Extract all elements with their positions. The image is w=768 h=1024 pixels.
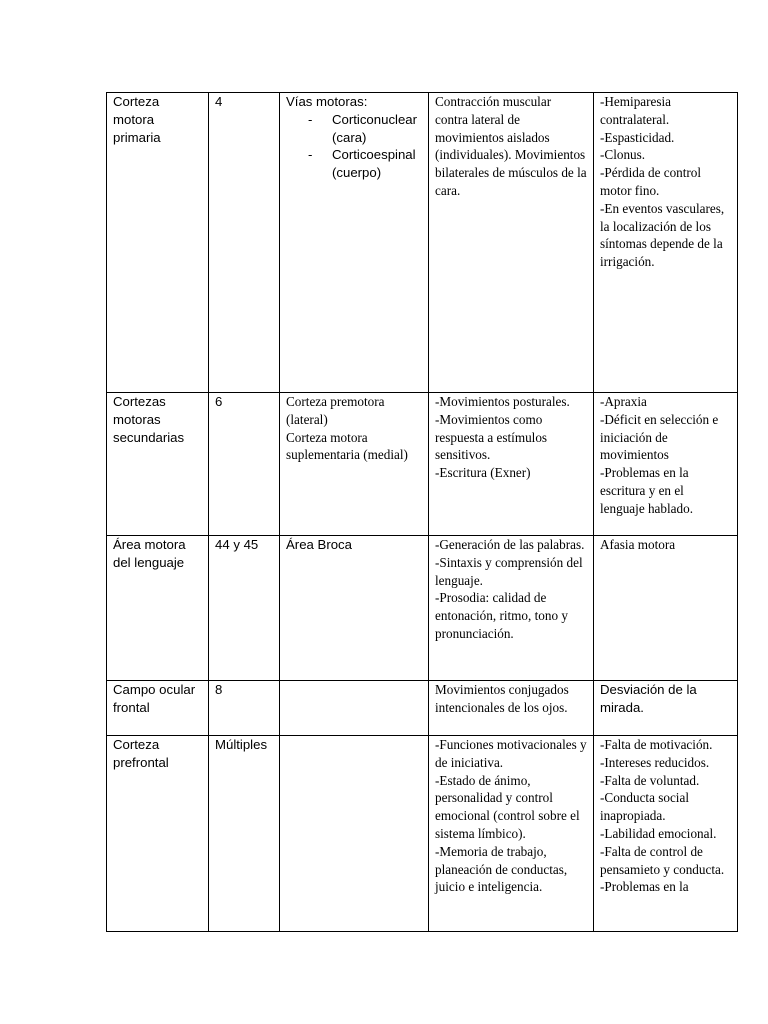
function-cell: -Movimientos posturales. -Movimientos como respuesta a estímulos sensitivos. -Escritura (Exner) — [429, 393, 594, 536]
area-cell: Campo ocular frontal — [107, 681, 209, 736]
function-cell: Contracción muscular contra lateral de movimientos aislados (individuales). Movimientos bilaterales de músculos de la cara. — [429, 93, 594, 393]
number-cell: Múltiples — [209, 736, 280, 932]
list-item: - Corticonuclear (cara) — [332, 111, 422, 147]
area-cell: Cortezas motoras secundarias — [107, 393, 209, 536]
structure-cell: Corteza premotora (lateral) Corteza motora suplementaria (medial) — [280, 393, 429, 536]
area-cell: Corteza prefrontal — [107, 736, 209, 932]
lesion-cell: Afasia motora — [594, 536, 738, 681]
structure-cell: Área Broca — [280, 536, 429, 681]
list-item: - Corticoespinal (cuerpo) — [332, 146, 422, 182]
number-cell: 4 — [209, 93, 280, 393]
lesion-cell: -Apraxia -Déficit en selección e iniciación de movimientos -Problemas en la escritura y en el lenguaje hablado. — [594, 393, 738, 536]
table-row — [107, 93, 738, 393]
structure-cell — [280, 681, 429, 736]
function-cell: -Funciones motivacionales y de iniciativa. -Estado de ánimo, personalidad y control emocional (control sobre el sistema límbico). -Memoria de trabajo, planeación de conductas, juicio e inteligencia. — [429, 736, 594, 932]
area-cell: Área motora del lenguaje — [107, 536, 209, 681]
structure-list — [286, 111, 422, 182]
lesion-cell: -Hemiparesia contralateral. -Espasticidad. -Clonus. -Pérdida de control motor fino. -En eventos vasculares, la localización de los síntomas depende de la irrigación. — [594, 93, 738, 393]
structure-cell: Vías motoras: - Corticonuclear (cara) - Corticoespinal (cuerpo) — [280, 93, 429, 393]
table-row — [107, 736, 738, 932]
lesion-cell: Desviación de la mirada. — [594, 681, 738, 736]
area-cell: Corteza motora primaria — [107, 93, 209, 393]
function-cell: Movimientos conjugados intencionales de los ojos. — [429, 681, 594, 736]
number-cell: 44 y 45 — [209, 536, 280, 681]
table-row — [107, 536, 738, 681]
table-row — [107, 393, 738, 536]
table-row — [107, 681, 738, 736]
structure-cell — [280, 736, 429, 932]
number-cell: 8 — [209, 681, 280, 736]
number-cell: 6 — [209, 393, 280, 536]
lesion-cell: -Falta de motivación. -Intereses reducidos. -Falta de voluntad. -Conducta social inapropiada. -Labilidad emocional. -Falta de control de pensamieto y conducta. -Problemas en la — [594, 736, 738, 932]
function-cell: -Generación de las palabras. -Sintaxis y comprensión del lenguaje. -Prosodia: calidad de entonación, ritmo, tono y pronunciación. — [429, 536, 594, 681]
motor-areas-table — [106, 92, 738, 932]
